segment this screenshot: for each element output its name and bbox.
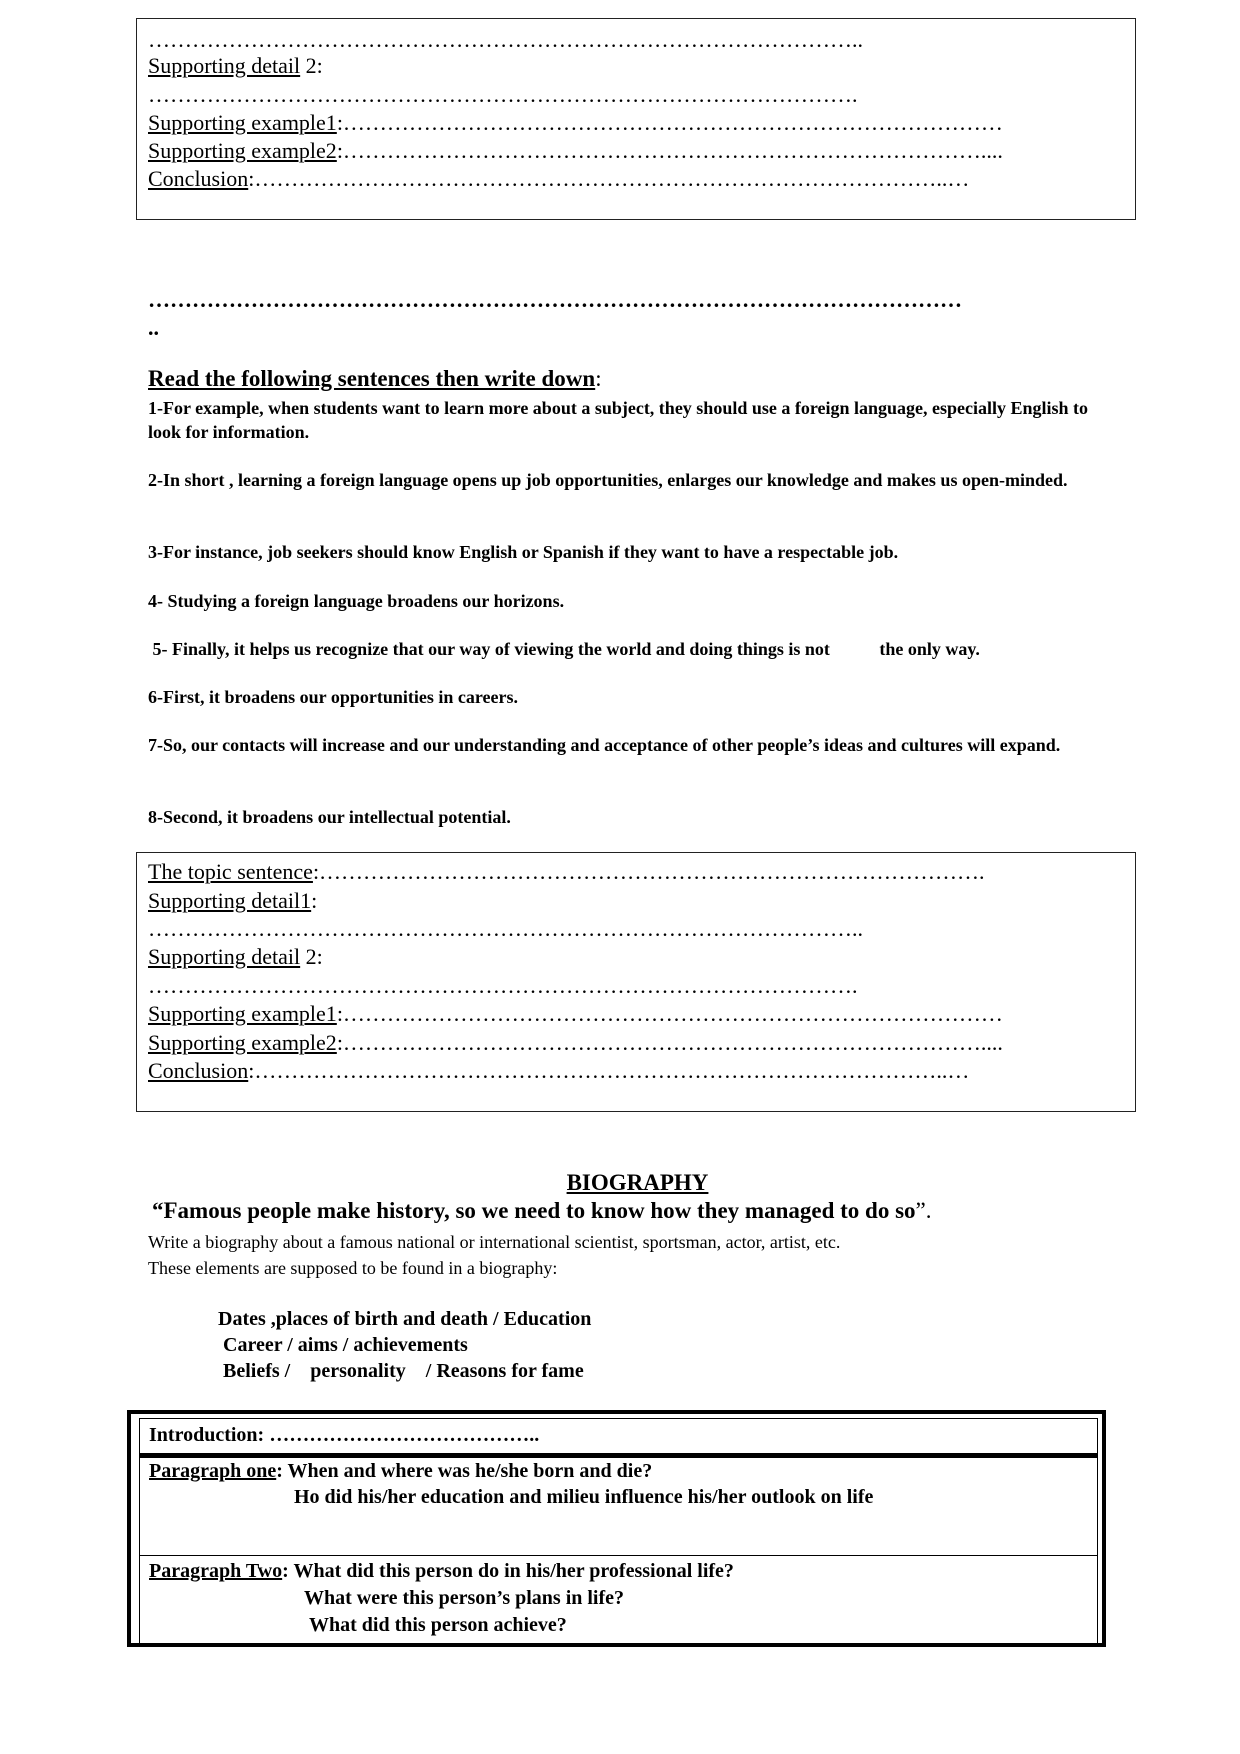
- exercise-heading-colon: :: [595, 366, 602, 391]
- supporting-detail1-label: Supporting detail1: [148, 888, 312, 913]
- biography-elements-3: Beliefs / personality / Reasons for fame: [223, 1360, 584, 1382]
- supporting-example1-suffix: :………………………………………………………………………………: [336, 110, 1003, 135]
- exercise-heading-text: Read the following sentences then write down: [148, 366, 596, 391]
- supporting-example2-line-b: [148, 1029, 1003, 1057]
- supporting-example1-label: Supporting example1: [148, 110, 337, 135]
- sentence-2: 2-In short , learning a foreign language opens up job opportunities, enlarges our knowledge and makes us open-minded.: [148, 470, 1068, 490]
- sentence-8: 8-Second, it broadens our intellectual potential.: [148, 807, 511, 827]
- supporting-example1-suffix-b: :………………………………………………………………………………: [336, 1001, 1003, 1026]
- topic-sentence-label: The topic sentence: [148, 859, 313, 884]
- conclusion-label-b: Conclusion: [148, 1058, 249, 1083]
- bold-dots-tail: ..: [148, 315, 159, 340]
- supporting-detail-2-label: Supporting detail: [148, 53, 301, 78]
- outline-introduction: Introduction: …………………………………..: [149, 1424, 540, 1446]
- supporting-example2-line: [148, 137, 1003, 165]
- topic-sentence-suffix: :……………………………………………………………………………….: [312, 859, 985, 884]
- paragraph-one-question-2: Ho did his/her education and milieu influence his/her outlook on life: [294, 1486, 874, 1508]
- detail2-dots-line: …………………………………………………………………………………….: [148, 82, 858, 107]
- detail1-dots: ……………………………………………………………………………………..: [148, 916, 863, 941]
- biography-instruction-1: Write a biography about a famous national or international scientist, sportsman, actor, artist, etc.: [148, 1232, 841, 1252]
- conclusion-suffix-b: :…………………………………………………………………………………..…: [248, 1058, 970, 1083]
- paragraph-two-question-2: What were this person’s plans in life?: [304, 1587, 625, 1609]
- supporting-detail1-suffix: :: [311, 888, 318, 913]
- biography-quote-text: “Famous people make history, so we need to know how they managed to do so: [152, 1198, 916, 1223]
- paragraph-two-question-1: : What did this person do in his/her professional life?: [282, 1560, 734, 1582]
- supporting-detail-2-line: [148, 52, 323, 80]
- paragraph-one-line: [149, 1460, 652, 1483]
- outline-inner-frame: [139, 1418, 1098, 1643]
- paragraph-two-line: [149, 1560, 734, 1583]
- supporting-detail2-suffix-b: 2:: [300, 944, 323, 969]
- paragraph-two-label: Paragraph Two: [149, 1560, 283, 1582]
- outline-paragraph-one-row: [140, 1458, 1097, 1556]
- paragraph-one-label: Paragraph one: [149, 1460, 277, 1482]
- conclusion-label: Conclusion: [148, 166, 249, 191]
- supporting-example2-label-b: Supporting example2: [148, 1030, 337, 1055]
- biography-outline-table: [127, 1410, 1106, 1647]
- outline-intro-row: [140, 1419, 1097, 1458]
- supporting-example2-suffix-b: :……………………………………………………………………………....: [336, 1030, 1003, 1055]
- sentence-7: 7-So, our contacts will increase and our understanding and acceptance of other people’s ideas and cultures will expand.: [148, 735, 1061, 755]
- biography-elements-2: Career / aims / achievements: [223, 1334, 468, 1356]
- topic-sentence-line: [148, 858, 985, 886]
- detail2-dots-b: …………………………………………………………………………………….: [148, 973, 858, 998]
- outline-paragraph-two-row: [140, 1557, 1097, 1643]
- biography-quote: [152, 1198, 931, 1224]
- paragraph-one-question-1: : When and where was he/she born and die?: [276, 1460, 653, 1482]
- conclusion-line: [148, 165, 969, 193]
- supporting-detail1-line: [148, 887, 317, 915]
- biography-title: BIOGRAPHY: [566, 1170, 709, 1195]
- bold-dots-line: …………………………………………………………………………………………………: [148, 287, 962, 312]
- supporting-example2-suffix: :……………………………………………………………………………....: [336, 138, 1003, 163]
- supporting-detail-2-suffix: 2:: [300, 53, 323, 78]
- biography-elements-1: Dates ,places of birth and death / Education: [218, 1308, 592, 1330]
- detail1-dots-line: ……………………………………………………………………………………..: [148, 27, 863, 52]
- conclusion-suffix: :…………………………………………………………………………………..…: [248, 166, 970, 191]
- sentence-5: 5- Finally, it helps us recognize that our way of viewing the world and doing things is not the only way.: [148, 639, 980, 659]
- paragraph-two-question-3: What did this person achieve?: [309, 1614, 567, 1636]
- supporting-detail2-line-b: [148, 943, 323, 971]
- sentence-1: 1-For example, when students want to learn more about a subject, they should use a foreign language, especially English to look for information.: [148, 398, 1089, 442]
- supporting-detail2-label-b: Supporting detail: [148, 944, 301, 969]
- supporting-example1-line: [148, 109, 1003, 137]
- biography-quote-end: ”.: [915, 1198, 932, 1223]
- conclusion-line-b: [148, 1057, 969, 1085]
- sentence-6: 6-First, it broadens our opportunities in careers.: [148, 687, 518, 707]
- supporting-example1-label-b: Supporting example1: [148, 1001, 337, 1026]
- supporting-example2-label: Supporting example2: [148, 138, 337, 163]
- biography-instruction-2: These elements are supposed to be found in a biography:: [148, 1258, 558, 1278]
- supporting-example1-line-b: [148, 1000, 1003, 1028]
- sentence-4: 4- Studying a foreign language broadens our horizons.: [148, 591, 565, 611]
- sentence-3: 3-For instance, job seekers should know English or Spanish if they want to have a respectable job.: [148, 542, 899, 562]
- exercise-heading: [148, 366, 602, 392]
